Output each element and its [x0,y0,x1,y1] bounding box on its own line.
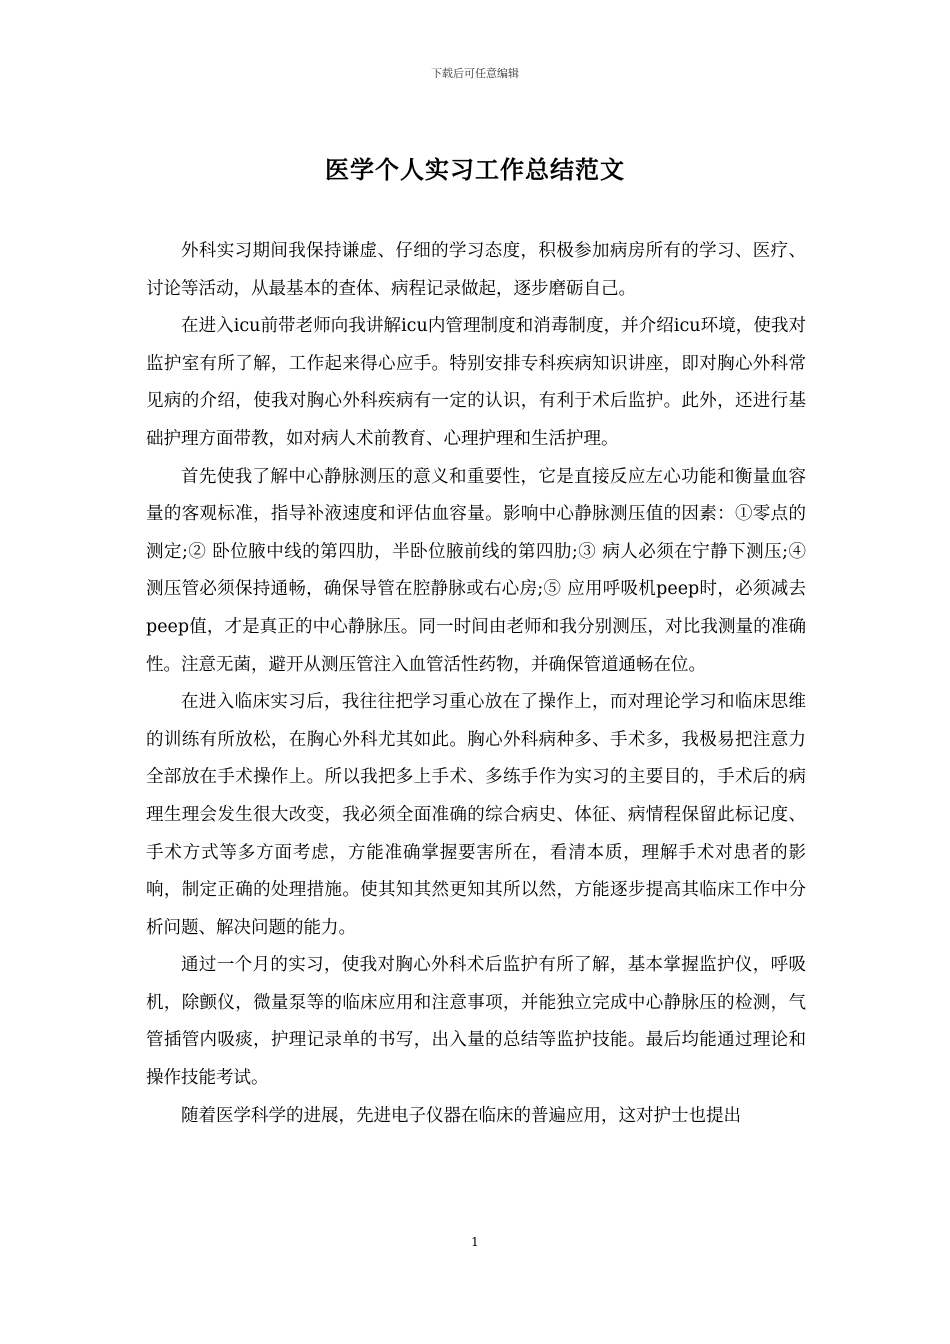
paragraph: 首先使我了解中心静脉测压的意义和重要性，它是直接反应左心功能和衡量血容量的客观标准，指导补液速度和评估血容量。影响中心静脉测压值的因素：①零点的测定;② 卧位腋中线的第四肋，半卧位腋前线的第四肋;③ 病人必须在宁静下测压;④ 测压管必须保持通畅，确保导管在腔静脉或右心房;⑤ 应用呼吸机peep时，必须减去peep值，才是真正的中心静脉压。同一时间由老师和我分别测压，对比我测量的准确性。注意无菌，避开从测压管注入血管活性药物，并确保管道通畅在位。 [146,466,806,675]
header-note: 下载后可任意编辑 [431,67,519,80]
page-number: 1 [471,1235,479,1249]
document-title: 医学个人实习工作总结范文 [325,155,625,184]
paragraph: 外科实习期间我保持谦虚、仔细的学习态度，积极参加病房所有的学习、医疗、讨论等活动，从最基本的查体、病程记录做起，逐步磨砺自己。 [146,241,806,299]
paragraph: 随着医学科学的进展，先进电子仪器在临床的普遍应用，这对护士也提出 [181,1105,741,1126]
paragraph: 在进入临床实习后，我往往把学习重心放在了操作上，而对理论学习和临床思维的训练有所放松，在胸心外科尤其如此。胸心外科病种多、手术多，我极易把注意力全部放在手术操作上。所以我把多上手术、多练手作为实习的主要目的，手术后的病理生理会发生很大改变，我必须全面准确的综合病史、体征、病情程保留此标记度、手术方式等多方面考虑，方能准确掌握要害所在，看清本质，理解手术对患者的影响，制定正确的处理措施。使其知其然更知其所以然，方能逐步提高其临床工作中分析问题、解决问题的能力。 [146,692,806,938]
paragraph: 通过一个月的实习，使我对胸心外科术后监护有所了解，基本掌握监护仪，呼吸机，除颤仪，微量泵等的临床应用和注意事项，并能独立完成中心静脉压的检测，气管插管内吸痰，护理记录单的书写，出入量的总结等监护技能。最后均能通过理论和操作技能考试。 [146,955,806,1089]
paragraph: 在进入icu前带老师向我讲解icu内管理制度和消毒制度，并介绍icu环境，使我对监护室有所了解，工作起来得心应手。特别安排专科疾病知识讲座，即对胸心外科常见病的介绍，使我对胸心外科疾病有一定的认识，有利于术后监护。此外，还进行基础护理方面带教，如对病人术前教育、心理护理和生活护理。 [146,316,806,449]
document-body [146,233,806,1135]
